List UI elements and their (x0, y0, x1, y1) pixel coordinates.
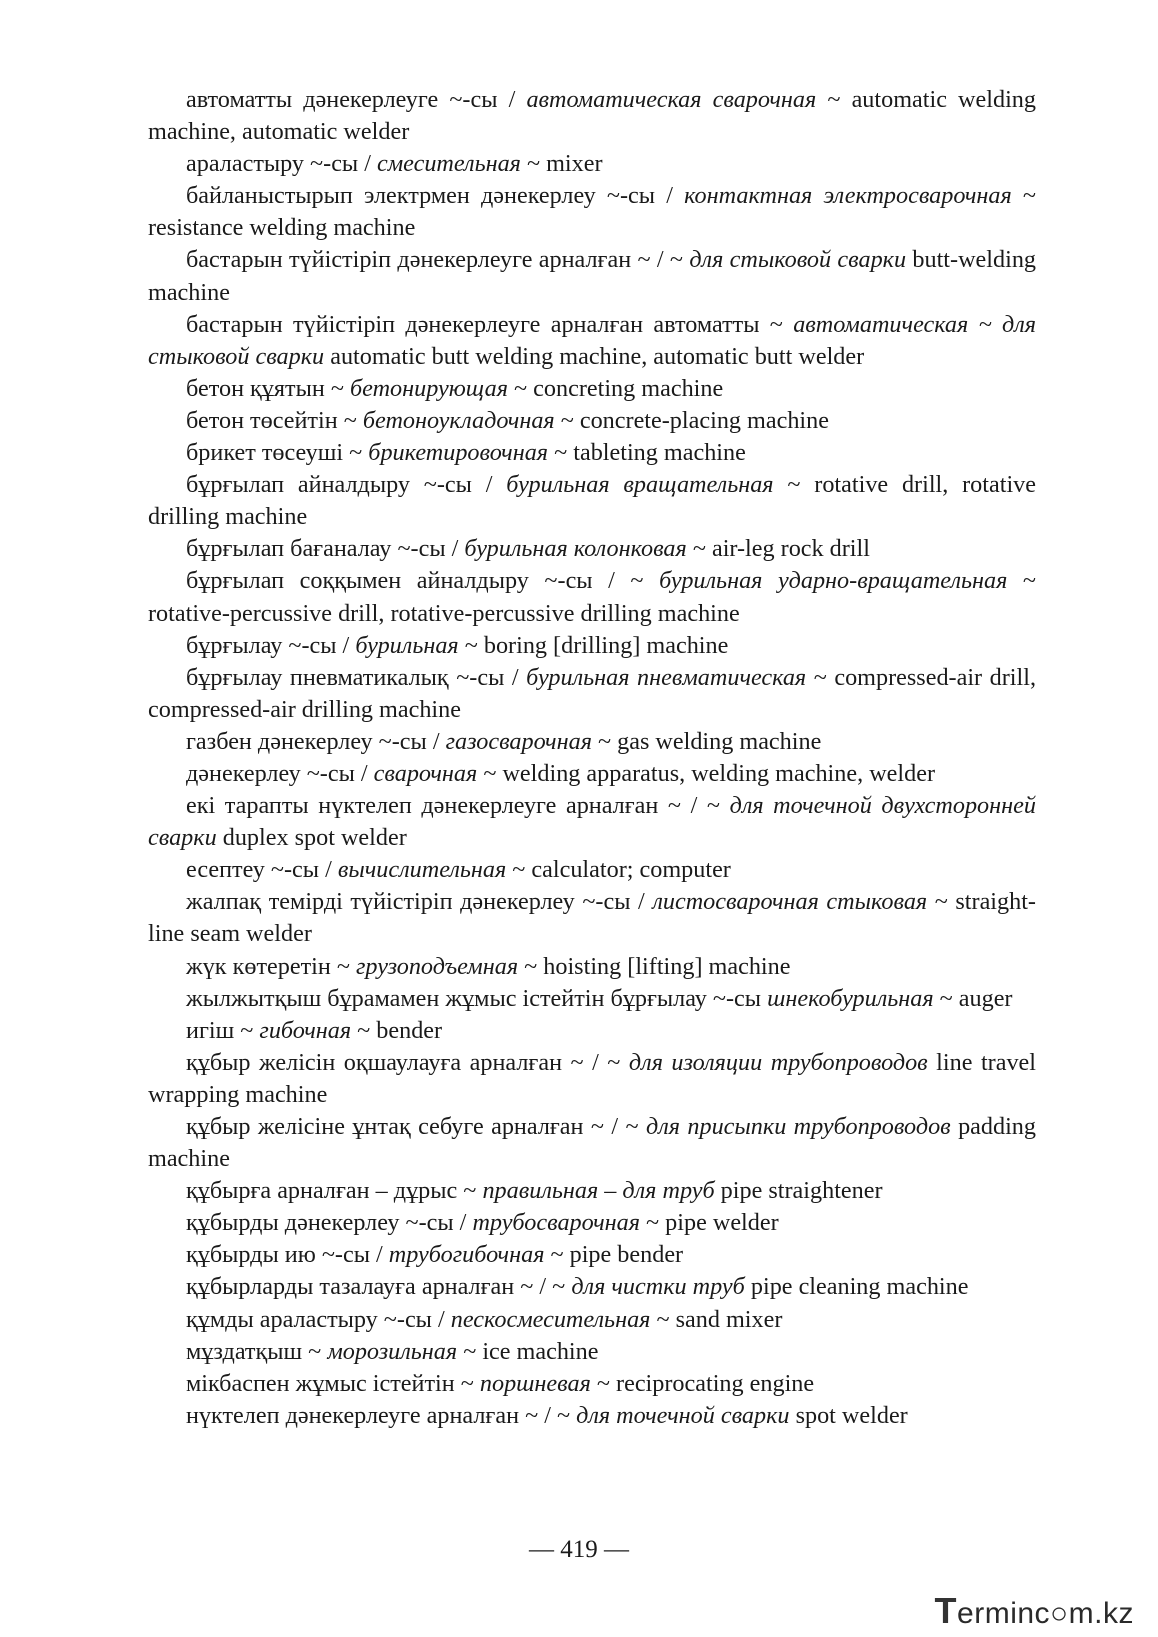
entry-text: екі тарапты нүктелеп дәнекерлеуге арналған ~ / ~ (186, 792, 730, 820)
dictionary-entry (148, 1175, 1036, 1207)
dictionary-entry (148, 630, 1036, 662)
entry-text: бастарын түйістіріп дәнекерлеуге арналған автоматты ~ (186, 310, 794, 338)
entry-text: жүк көтеретін ~ (186, 952, 356, 980)
dictionary-entry (148, 437, 1036, 469)
dictionary-entry (148, 1111, 1036, 1175)
dictionary-entries (148, 84, 1036, 1432)
russian-term: сварочная (373, 759, 478, 787)
site-watermark (935, 1590, 1134, 1632)
entry-text: бастарын түйістіріп дәнекерлеуге арналған ~ / ~ (186, 246, 690, 274)
entry-text: line travel wrapping machine (148, 1048, 1037, 1108)
dictionary-entry (148, 983, 1036, 1015)
entry-text: ~ ice machine (457, 1337, 599, 1365)
russian-term: бетонирующая (349, 374, 508, 402)
entry-text: pipe straightener (714, 1177, 883, 1205)
russian-term: смесительная (377, 150, 521, 178)
entry-text: ~ straight-line seam welder (148, 888, 1036, 948)
russian-term: трубосварочная (472, 1209, 640, 1237)
entry-text: ~ rotative drill, rotative drilling machine (148, 471, 1036, 531)
entry-text: бұрғылап айналдыру ~-сы / (186, 471, 507, 499)
dictionary-entry (148, 1207, 1036, 1239)
russian-term: брикетировочная (368, 439, 549, 467)
russian-term: контактная электросварочная (684, 182, 1012, 210)
dictionary-entry (148, 1400, 1036, 1432)
entry-text: мікбаспен жұмыс істейтін ~ (186, 1369, 480, 1397)
entry-text: ~ boring [drilling] machine (458, 631, 729, 659)
watermark-logo-letter: T (934, 1590, 958, 1631)
entry-text: padding machine (148, 1113, 1036, 1173)
russian-term: бурильная ударно-вращательная (659, 567, 1008, 595)
entry-text: ~ reciprocating engine (590, 1369, 815, 1397)
entry-text: құбырларды тазалауға арналған ~ / ~ (186, 1273, 572, 1301)
russian-term: для присыпки трубопроводов (645, 1113, 951, 1140)
entry-text: ~ tableting machine (548, 439, 746, 467)
entry-text: ~ auger (933, 984, 1013, 1012)
entry-text: duplex spot welder (216, 824, 407, 852)
entry-text: нүктелеп дәнекерлеуге арналған ~ / ~ (186, 1401, 577, 1429)
entry-text: spot welder (789, 1401, 908, 1429)
russian-term: для точечной сварки (576, 1401, 790, 1429)
dictionary-entry (148, 565, 1036, 629)
russian-term: бурильная пневматическая (526, 663, 807, 691)
page-number: — 419 — (529, 1536, 629, 1563)
russian-term: для изоляции трубопроводов (628, 1048, 928, 1076)
dictionary-entry (148, 244, 1036, 308)
russian-term: для чистки труб (571, 1273, 745, 1301)
dictionary-entry (148, 469, 1036, 533)
russian-term: бурильная колонковая (464, 535, 687, 563)
russian-term: пескосмесительная (450, 1305, 651, 1333)
entry-text: құбырды дәнекерлеу ~-сы / (186, 1209, 473, 1237)
entry-text: бұрғылау ~-сы / (186, 631, 356, 659)
entry-text: ~ pipe welder (639, 1209, 779, 1237)
entry-text: ~ gas welding machine (591, 727, 822, 755)
entry-text: құбырды ию ~-сы / (186, 1241, 389, 1269)
russian-term: для стыковой сварки (689, 246, 907, 274)
russian-term: автоматическая сварочная (526, 86, 817, 113)
dictionary-entry (148, 1304, 1036, 1336)
dictionary-entry (148, 662, 1036, 726)
dictionary-entry (148, 1336, 1036, 1368)
russian-term: бурильная (355, 631, 459, 659)
russian-term: бурильная вращательная (506, 471, 774, 499)
entry-text: бұрғылап соққымен айналдыру ~-сы / ~ (186, 567, 660, 595)
russian-term: автоматическая ~ для стыковой сварки (148, 310, 1036, 370)
entry-text: pipe cleaning machine (744, 1273, 969, 1301)
dictionary-entry (148, 790, 1036, 854)
dictionary-entry (148, 1015, 1036, 1047)
entry-text: жалпақ темірді түйістіріп дәнекерлеу ~-сы / (186, 888, 653, 916)
dictionary-entry (148, 1047, 1036, 1111)
dictionary-entry (148, 1271, 1036, 1303)
entry-text: ~ pipe bender (544, 1241, 684, 1269)
dictionary-entry (148, 84, 1036, 148)
russian-term: грузоподъемная (356, 952, 519, 980)
russian-term: поршневая (479, 1369, 591, 1397)
russian-term: бетоноукладочная (362, 406, 555, 434)
russian-term: вычислительная (337, 856, 507, 884)
entry-text: ~ compressed-air drill, compressed-air drilling machine (148, 663, 1036, 723)
entry-text: брикет төсеуші ~ (186, 439, 369, 467)
entry-text: ~ mixer (520, 150, 603, 178)
entry-text: ~ concrete-placing machine (554, 406, 829, 434)
entry-text: ~ concreting machine (507, 374, 724, 402)
dictionary-entry (148, 726, 1036, 758)
entry-text: butt-welding machine (148, 246, 1037, 306)
entry-text: бетон құятын ~ (186, 374, 350, 402)
russian-term: шнекобурильная (767, 984, 934, 1012)
dictionary-entry (148, 309, 1036, 373)
dictionary-entry (148, 758, 1036, 790)
dictionary-entry (148, 951, 1036, 983)
russian-term: гибочная (259, 1016, 352, 1044)
entry-text: бұрғылау пневматикалық ~-сы / (186, 663, 527, 691)
watermark-text: erminc○m.kz (957, 1597, 1134, 1630)
russian-term: газосварочная (445, 727, 592, 755)
entry-text: байланыстырып электрмен дәнекерлеу ~-сы / (186, 182, 685, 210)
dictionary-entry (148, 533, 1036, 565)
dictionary-entry (148, 405, 1036, 437)
entry-text: automatic butt welding machine, automatic butt welder (324, 342, 865, 370)
entry-text: ~ resistance welding machine (148, 182, 1036, 242)
entry-text: автоматты дәнекерлеуге ~-сы / (186, 86, 527, 113)
entry-text: ~ welding apparatus, welding machine, welder (477, 759, 936, 787)
entry-text: бетон төсейтін ~ (186, 406, 363, 434)
dictionary-entry (148, 1239, 1036, 1271)
entry-text: жылжытқыш бұрамамен жұмыс істейтін бұрғылау ~-сы (186, 984, 768, 1012)
entry-text: ~ rotative-percussive drill, rotative-percussive drilling machine (148, 567, 1036, 627)
entry-text: газбен дәнекерлеу ~-сы / (186, 727, 446, 755)
entry-text: есептеу ~-сы / (186, 856, 338, 884)
entry-text: ~ sand mixer (650, 1305, 783, 1333)
entry-text: бұрғылап бағаналау ~-сы / (186, 535, 465, 563)
entry-text: араластыру ~-сы / (186, 150, 377, 178)
entry-text: ~ hoisting [lifting] machine (518, 952, 791, 980)
entry-text: ~ air-leg rock drill (686, 535, 870, 563)
entry-text: құбыр желісіне ұнтақ себуге арналған ~ / ~ (186, 1113, 646, 1140)
dictionary-entry (148, 148, 1036, 180)
dictionary-entry (148, 1368, 1036, 1400)
dictionary-entry (148, 886, 1036, 950)
dictionary-entry (148, 373, 1036, 405)
entry-text: құбырға арналған – дұрыс ~ (186, 1177, 483, 1205)
entry-text: ~ bender (351, 1016, 443, 1044)
entry-text: игіш ~ (186, 1016, 260, 1044)
entry-text: құмды араластыру ~-сы / (186, 1305, 451, 1333)
russian-term: морозильная (327, 1337, 458, 1365)
russian-term: листосварочная стыковая (652, 888, 928, 916)
entry-text: құбыр желісін оқшаулауға арналған ~ / ~ (186, 1048, 629, 1076)
entry-text: ~ automatic welding machine, automatic welder (148, 86, 1036, 146)
dictionary-entry (148, 854, 1036, 886)
entry-text: дәнекерлеу ~-сы / (186, 759, 374, 787)
dictionary-entry (148, 180, 1036, 244)
entry-text: ~ calculator; computer (506, 856, 731, 884)
russian-term: трубогибочная (388, 1241, 545, 1269)
entry-text: мұздатқыш ~ (186, 1337, 328, 1365)
russian-term: правильная – для труб (482, 1177, 715, 1205)
russian-term: для точечной двухсторонней сварки (148, 792, 1036, 852)
